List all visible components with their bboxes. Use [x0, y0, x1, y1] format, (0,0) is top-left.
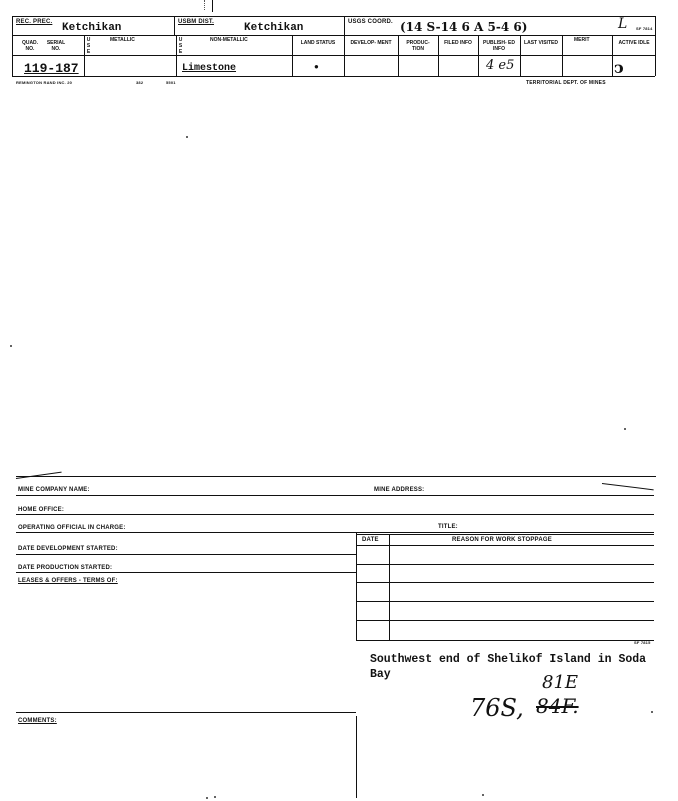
table-divider	[356, 532, 357, 640]
col-divider	[520, 35, 521, 76]
table-rule	[356, 582, 654, 583]
header-divider	[174, 16, 175, 35]
col-land-status: LAND STATUS	[300, 40, 336, 46]
col-divider	[438, 35, 439, 76]
card2-form-number: SF 7815	[634, 640, 651, 645]
record-rule	[12, 76, 655, 77]
handwritten-81e: 81E	[542, 672, 579, 693]
col-divider	[612, 35, 613, 76]
record-non-metallic: Limestone	[182, 63, 237, 74]
col-merit: MERIT	[574, 37, 590, 43]
leases-offers-label: LEASES & OFFERS - TERMS OF:	[18, 578, 118, 584]
table-rule	[356, 640, 654, 641]
col-filed-info: FILED INFO	[444, 40, 472, 46]
comments-label: COMMENTS:	[18, 718, 57, 724]
col-metallic: METALLIC	[110, 37, 135, 43]
mine-address-label: MINE ADDRESS:	[374, 487, 425, 493]
date-production-started-label: DATE PRODUCTION STARTED:	[18, 565, 113, 571]
usbm-dist-label: USBM DIST.	[178, 19, 215, 25]
rec-prec-label: REC. PREC.	[16, 19, 53, 25]
col-use-a: U S E	[86, 37, 91, 55]
corner-mark: L	[618, 16, 628, 32]
handwritten-84f-struck: 84F.	[536, 694, 579, 718]
col-serial-no: SERIAL NO.	[46, 40, 66, 52]
record-quad-serial: 119-187	[24, 61, 79, 76]
table-rule	[356, 545, 654, 546]
scan-speck	[624, 428, 626, 430]
header-divider	[344, 16, 345, 35]
col-quad-no: QUAD. NO.	[21, 40, 39, 52]
printer-code-a: 382	[136, 80, 144, 85]
location-description: Southwest end of Shelikof Island in Soda Bay	[370, 653, 647, 681]
row-rule	[16, 532, 654, 533]
date-development-started-label: DATE DEVELOPMENT STARTED:	[18, 546, 118, 552]
col-non-metallic: NON-METALLIC	[210, 37, 248, 43]
row-rule	[16, 572, 356, 573]
mine-company-name-label: MINE COMPANY NAME:	[18, 487, 90, 493]
col-production: PRODUC- TION	[406, 40, 430, 52]
reason-column-label: REASON FOR WORK STOPPAGE	[452, 537, 552, 543]
col-divider	[344, 35, 345, 76]
column-header-rule	[12, 55, 655, 56]
usgs-coord-label: USGS COORD.	[348, 19, 393, 25]
table-rule	[356, 564, 654, 565]
comments-divider	[356, 716, 357, 798]
department-imprint: TERRITORIAL DEPT. OF MINES	[526, 80, 606, 86]
date-column-label: DATE	[362, 537, 379, 543]
left-border	[12, 16, 13, 76]
col-divider	[562, 35, 563, 76]
table-rule	[356, 620, 654, 621]
form-number: SF 7814	[636, 26, 653, 31]
scan-speck	[10, 345, 12, 347]
home-office-label: HOME OFFICE:	[18, 507, 65, 513]
scan-speck	[651, 711, 653, 713]
col-divider	[84, 35, 85, 76]
scan-speck	[186, 136, 188, 138]
title-label: TITLE:	[438, 524, 458, 530]
col-divider	[292, 35, 293, 76]
col-active-idle: ACTIVE IDLE	[618, 40, 650, 46]
operating-official-label: OPERATING OFFICIAL IN CHARGE:	[18, 525, 126, 531]
header-rule	[12, 35, 655, 36]
comments-rule	[16, 712, 356, 713]
hole-mark	[204, 0, 205, 10]
scan-speck	[214, 796, 216, 798]
col-development: DEVELOP- MENT	[350, 40, 392, 46]
row-rule	[16, 554, 356, 555]
card-top-rule	[16, 476, 656, 477]
col-divider	[398, 35, 399, 76]
rec-prec-value: Ketchikan	[62, 22, 122, 34]
printer-code-b: 5501	[166, 80, 176, 85]
card-top-rule	[12, 16, 655, 17]
row-rule-double	[356, 534, 654, 535]
scan-speck	[482, 794, 484, 796]
col-last-visited: LAST VISITED	[524, 40, 558, 46]
row-rule	[16, 514, 654, 515]
usgs-coord-value: (14 S-14 6 A 5-4 6)	[400, 20, 528, 34]
row-rule	[16, 495, 654, 496]
col-published-info: PUBLISH- ED INFO	[483, 40, 515, 52]
land-status-mark: ●	[314, 62, 319, 71]
col-divider	[478, 35, 479, 76]
hole-mark	[212, 0, 213, 12]
table-rule	[356, 601, 654, 602]
col-divider	[176, 35, 177, 76]
printer-imprint: REMINGTON RAND INC. 20	[16, 80, 73, 85]
table-divider	[389, 534, 390, 640]
active-idle-mark: ↄ	[614, 58, 624, 77]
record-published-info: 4 e5	[486, 58, 515, 73]
handwritten-765: 76S,	[470, 694, 524, 722]
right-border	[655, 16, 656, 76]
col-use-b: U S E	[178, 37, 183, 55]
usbm-dist-value: Ketchikan	[244, 22, 304, 34]
card-top-curl	[602, 483, 654, 490]
scan-speck	[206, 797, 208, 799]
